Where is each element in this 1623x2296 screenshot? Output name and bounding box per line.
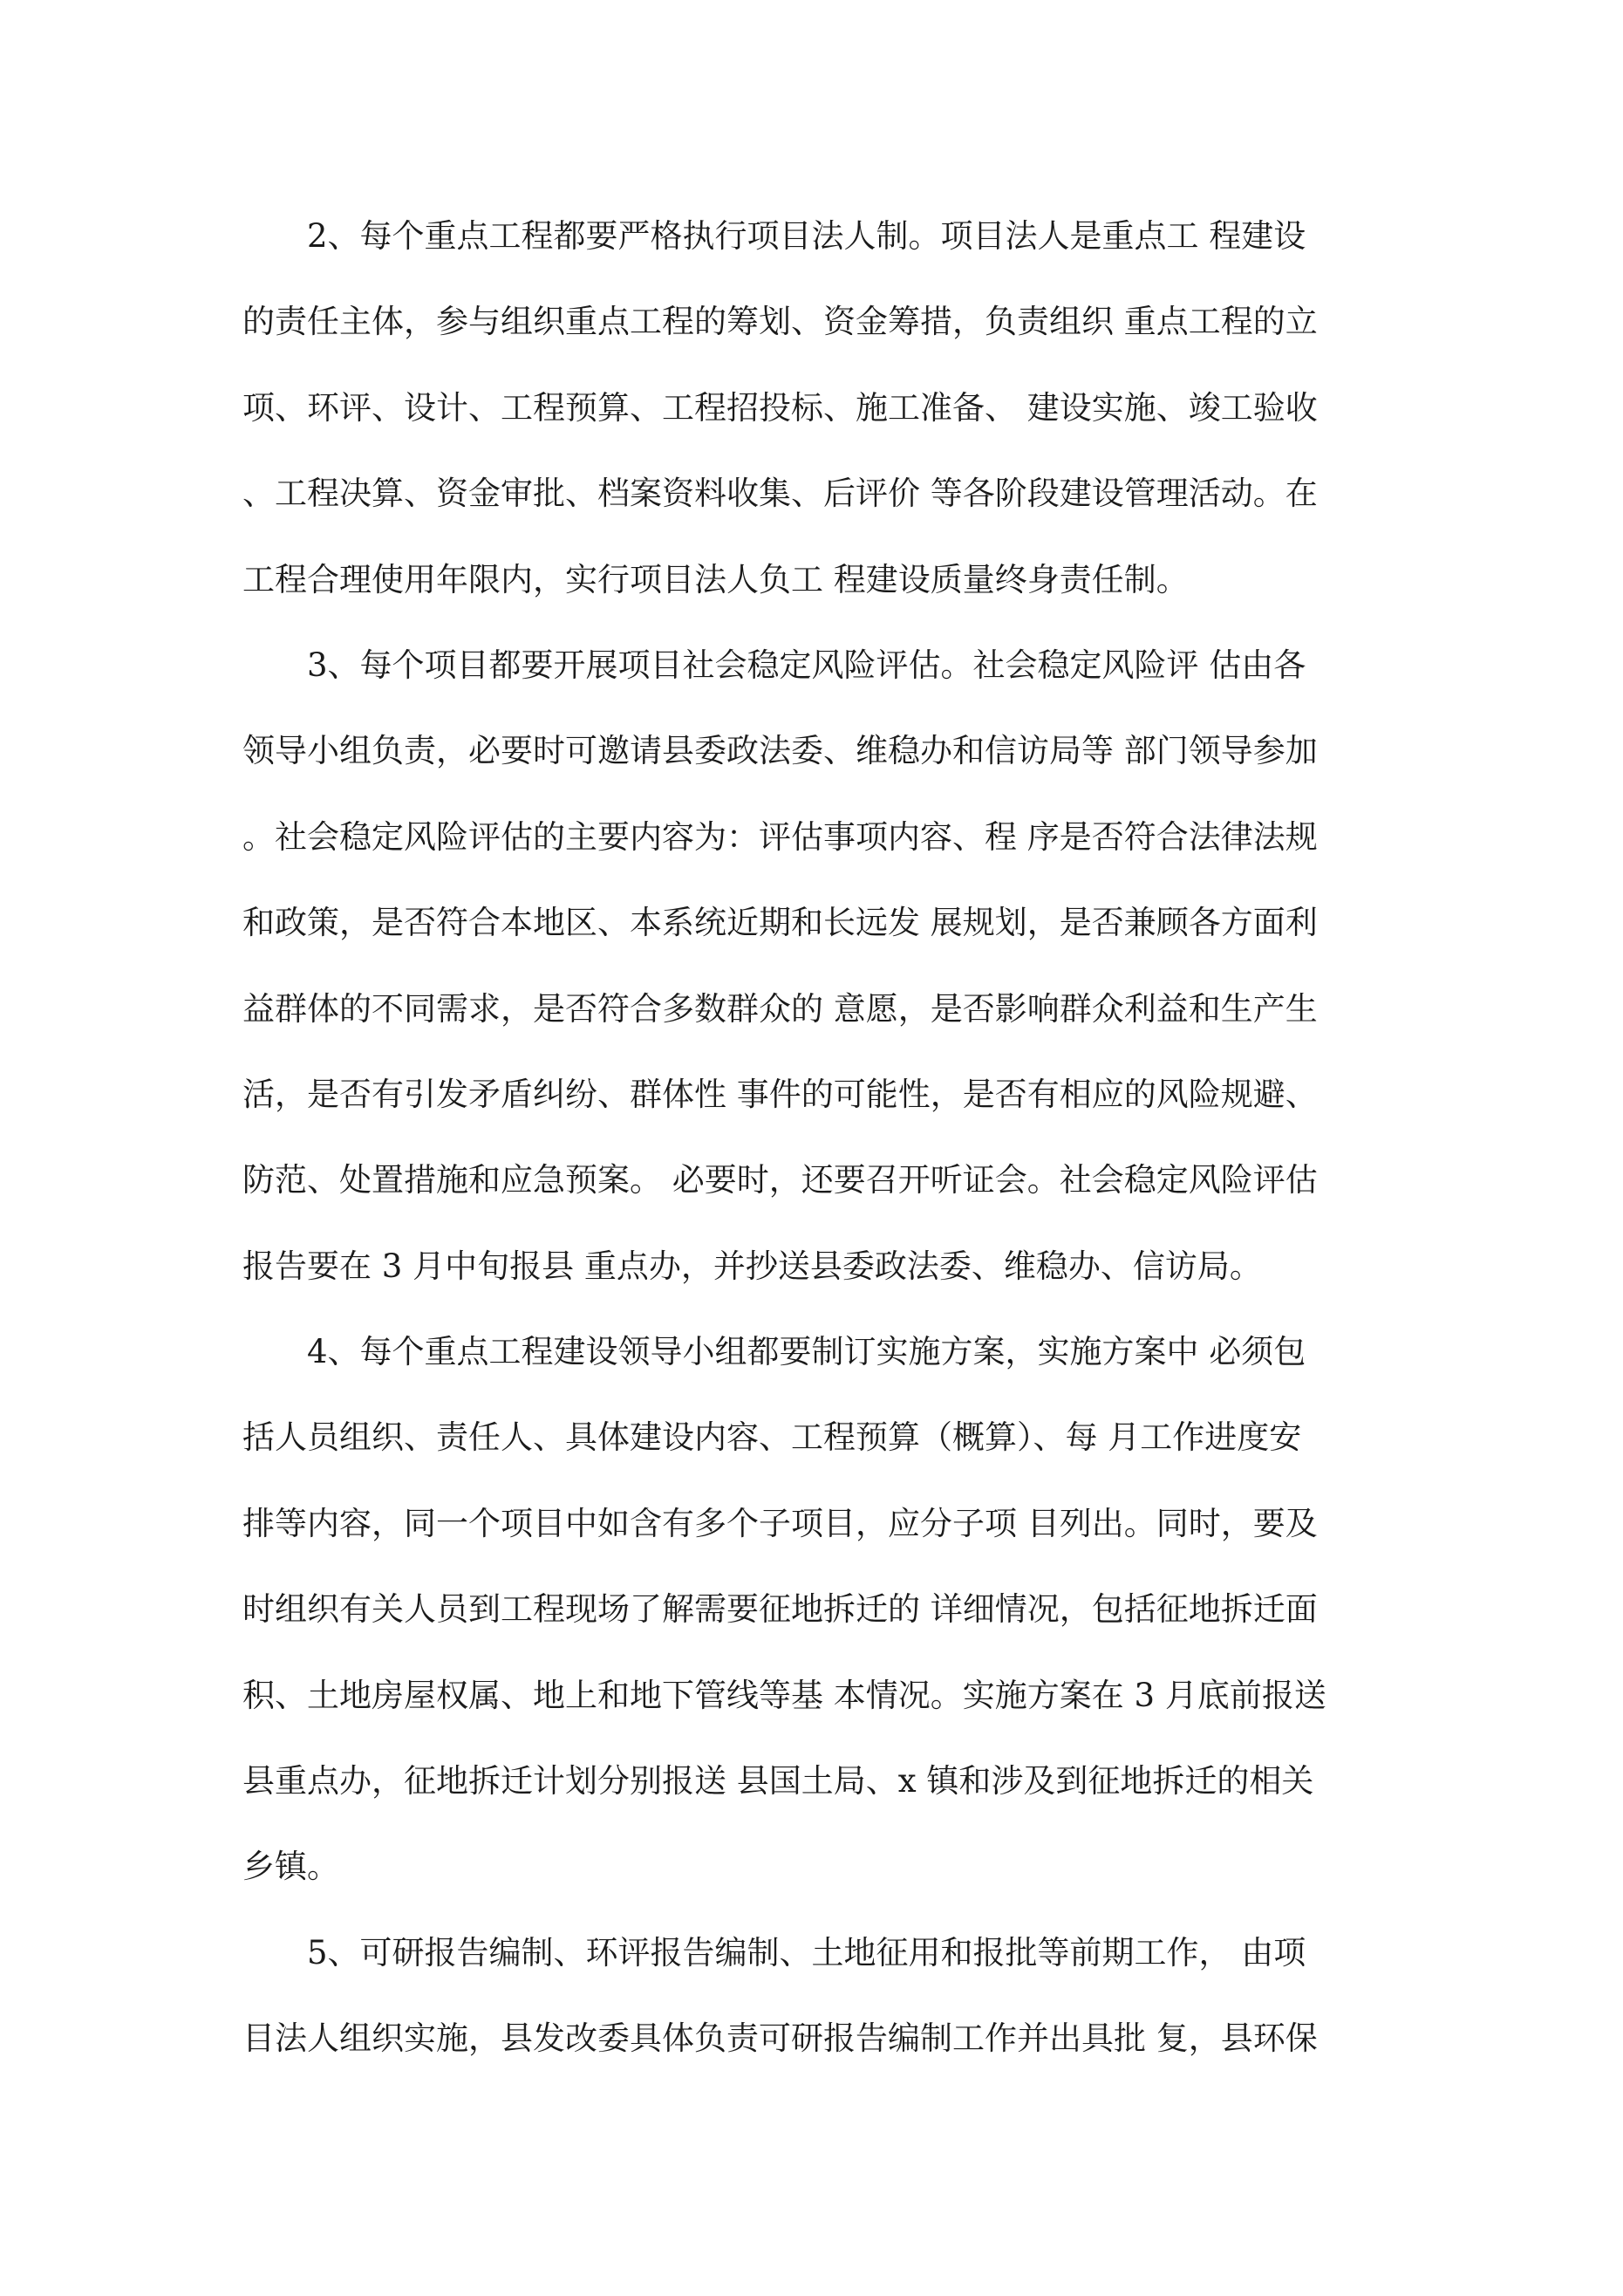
text-line: 和政策，是否符合本地区、本系统近期和长远发 展规划，是否兼顾各方面利 xyxy=(242,904,1318,942)
text-line: 、工程决算、资金审批、档案资料收集、后评价 等各阶段建设管理活动。在 xyxy=(242,475,1318,513)
text-line: 4、每个重点工程建设领导小组都要制订实施方案，实施方案中 必须包 xyxy=(242,1333,1306,1371)
text-line: 2、每个重点工程都要严格执行项目法人制。项目法人是重点工 程建设 xyxy=(242,217,1306,255)
text-line: 目法人组织实施，县发改委具体负责可研报告编制工作并出具批 复，县环保 xyxy=(242,2019,1318,2058)
text-line: 报告要在 3 月中旬报县 重点办，并抄送县委政法委、维稳办、信访局。 xyxy=(242,1247,1262,1285)
text-line: 括人员组织、责任人、具体建设内容、工程预算（概算）、每 月工作进度安 xyxy=(242,1418,1302,1457)
text-line: 时组织有关人员到工程现场了解需要征地拆迁的 详细情况，包括征地拆迁面 xyxy=(242,1590,1318,1629)
text-line: 活，是否有引发矛盾纠纷、群体性 事件的可能性，是否有相应的风险规避、 xyxy=(242,1075,1318,1113)
text-line: 项、环评、设计、工程预算、工程招投标、施工准备、 建设实施、竣工验收 xyxy=(242,388,1318,427)
text-line: 工程合理使用年限内，实行项目法人负工 程建设质量终身责任制。 xyxy=(242,560,1189,598)
text-line: 的责任主体，参与组织重点工程的筹划、资金筹措，负责组织 重点工程的立 xyxy=(242,303,1318,341)
text-line: 县重点办，征地拆迁计划分别报送 县国土局、x 镇和涉及到征地拆迁的相关 xyxy=(242,1762,1314,1801)
text-line: 3、每个项目都要开展项目社会稳定风险评估。社会稳定风险评 估由各 xyxy=(242,646,1306,684)
text-line: 积、土地房屋权属、地上和地下管线等基 本情况。实施方案在 3 月底前报送 xyxy=(242,1676,1326,1714)
text-line: 防范、处置措施和应急预案。 必要时，还要召开听证会。社会稳定风险评估 xyxy=(242,1161,1318,1199)
text-line: 乡镇。 xyxy=(242,1848,339,1886)
text-line: 领导小组负责，必要时可邀请县委政法委、维稳办和信访局等 部门领导参加 xyxy=(242,732,1318,770)
text-line: 排等内容，同一个项目中如含有多个子项目，应分子项 目列出。同时，要及 xyxy=(242,1504,1318,1542)
text-line: 5、可研报告编制、环评报告编制、土地征用和报批等前期工作， 由项 xyxy=(242,1933,1306,1971)
document-body xyxy=(242,194,1394,2082)
text-line: 。社会稳定风险评估的主要内容为：评估事项内容、程 序是否符合法律法规 xyxy=(242,817,1318,856)
text-line: 益群体的不同需求，是否符合多数群众的 意愿，是否影响群众利益和生产生 xyxy=(242,989,1318,1028)
